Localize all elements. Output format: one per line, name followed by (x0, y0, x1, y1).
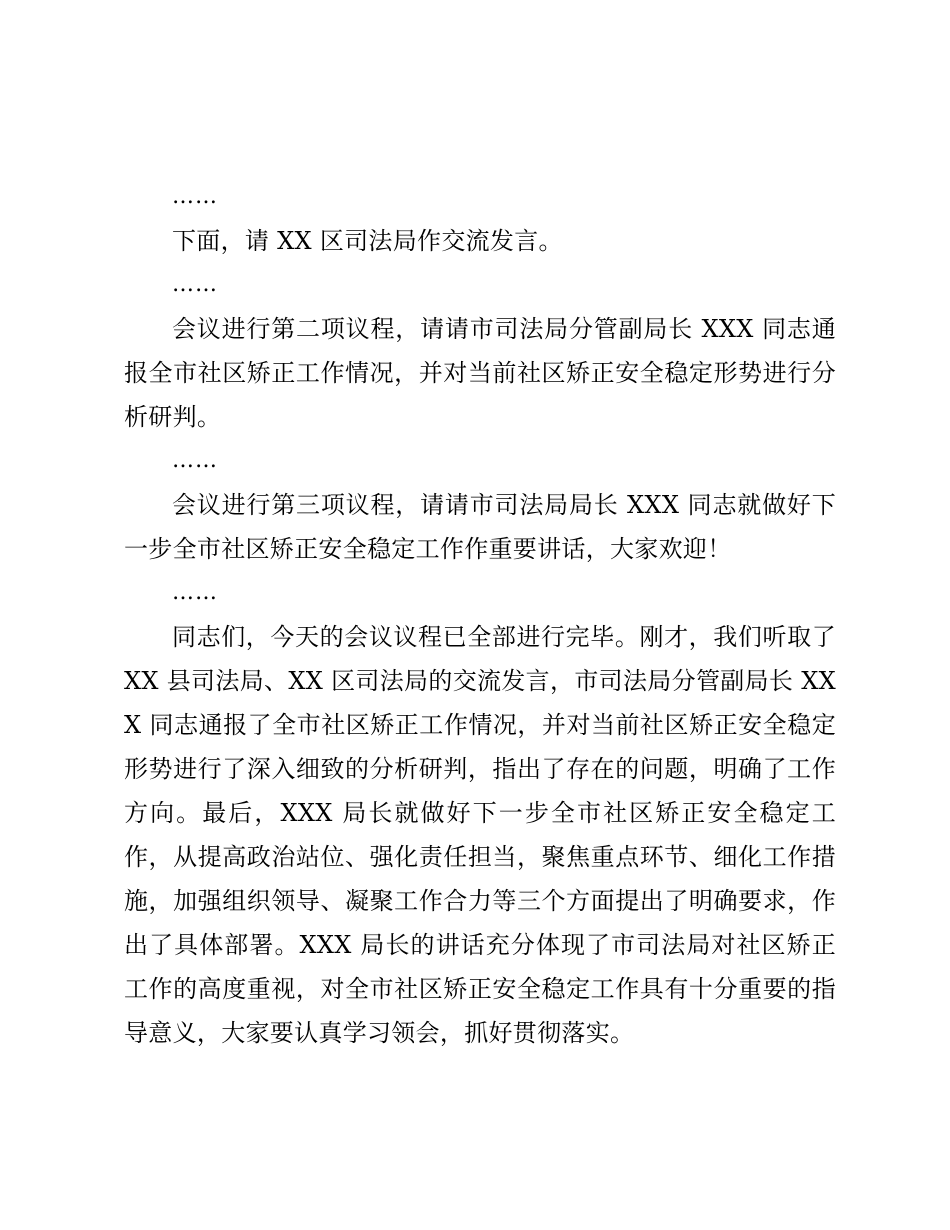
document-body (124, 175, 836, 1055)
ellipsis-3: …… (172, 448, 218, 473)
ellipsis-1: …… (172, 184, 218, 209)
ellipsis-2: …… (172, 272, 218, 297)
paragraph-agenda-item-two: 会议进行第二项议程，请请市司法局分管副局长 XXX 同志通报全市社区矫正工作情况，并对当前社区矫正安全稳定形势进行分析研判。 (124, 315, 836, 431)
paragraph-exchange-speech: 下面，请 XX 区司法局作交流发言。 (172, 227, 563, 255)
paragraph-agenda-item-three: 会议进行第三项议程，请请市司法局局长 XXX 同志就做好下一步全市社区矫正安全稳定工作作重要讲话，大家欢迎！ (124, 491, 836, 563)
paragraph-closing-summary: 同志们，今天的会议议程已全部进行完毕。刚才，我们听取了 XX 县司法局、XX 区司法局的交流发言，市司法局分管副局长 XXX 同志通报了全市社区矫正工作情况，并对当前社区矫正安全稳定形势进行了深入细致的分析研判，指出了存在的问题，明确了工作方向。最后，XXX 局长就做好下一步全市社区矫正安全稳定工作，从提高政治站位、强化责任担当，聚焦重点环节、细化工作措施，加强组织领导、凝聚工作合力等三个方面提出了明确要求，作出了具体部署。XXX 局长的讲话充分体现了市司法局对社区矫正工作的高度重视，对全市社区矫正安全稳定工作具有十分重要的指导意义，大家要认真学习领会，抓好贯彻落实。 (124, 623, 836, 1047)
ellipsis-4: …… (172, 580, 218, 605)
